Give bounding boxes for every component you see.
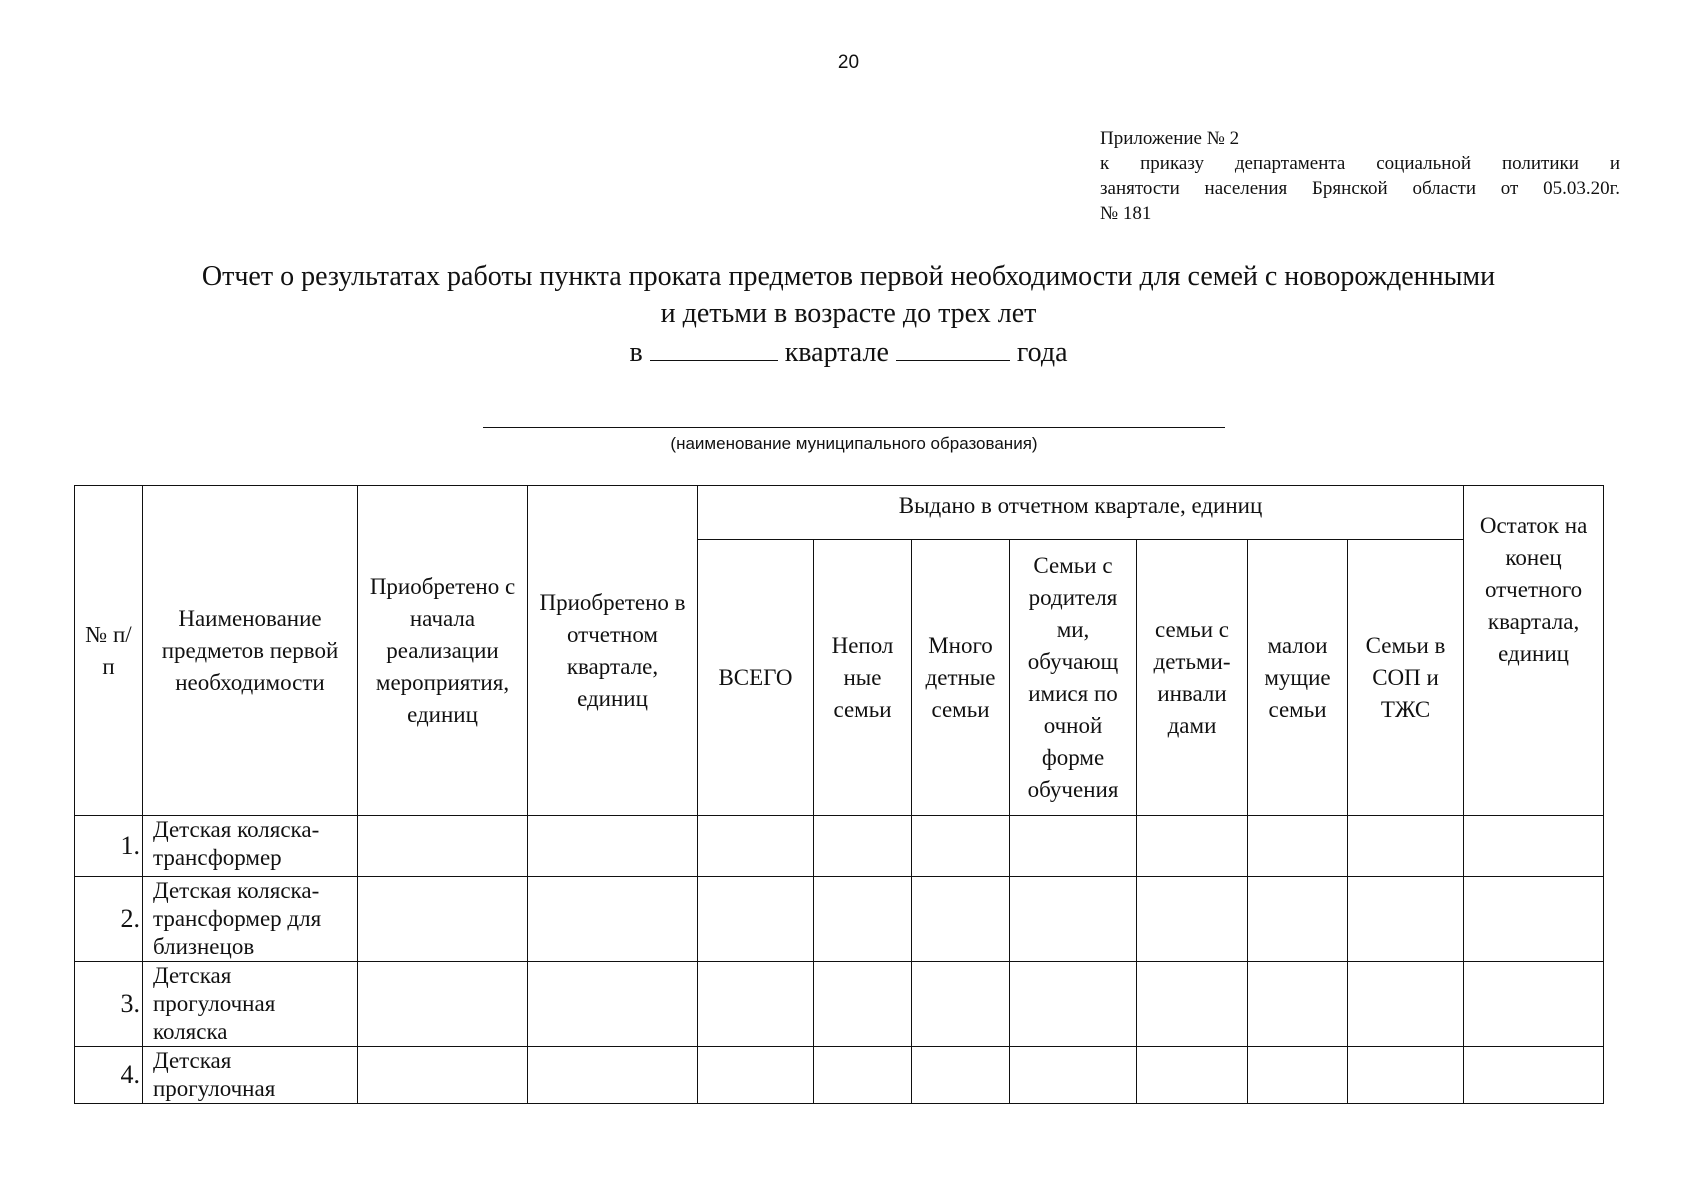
row-item-name: Детская прогулочная коляска bbox=[143, 962, 358, 1047]
table-row bbox=[75, 1047, 1604, 1104]
data-cell[interactable] bbox=[1137, 877, 1248, 962]
row-item-name: Детская коляска-трансформер для близнецов bbox=[143, 877, 358, 962]
data-cell[interactable] bbox=[1348, 816, 1464, 877]
row-number: 4. bbox=[75, 1047, 143, 1104]
data-cell[interactable] bbox=[698, 962, 814, 1047]
header-num: № п/п bbox=[75, 486, 143, 816]
header-acquired-quarter: Приобретено в отчетном квартале, единиц bbox=[528, 486, 698, 816]
header-issued-total: ВСЕГО bbox=[698, 540, 814, 816]
report-period-line bbox=[0, 332, 1697, 371]
data-cell[interactable] bbox=[1248, 877, 1348, 962]
data-cell[interactable] bbox=[698, 877, 814, 962]
annex-order-line: занятости населения Брянской области от 05.03.20г. bbox=[1100, 178, 1620, 199]
municipality-caption: (наименование муниципального образования) bbox=[670, 434, 1038, 453]
data-cell[interactable] bbox=[1248, 962, 1348, 1047]
row-number: 1. bbox=[75, 816, 143, 877]
header-single-parent: Непол ные семьи bbox=[814, 540, 912, 816]
table-row bbox=[75, 877, 1604, 962]
data-cell[interactable] bbox=[814, 962, 912, 1047]
data-cell[interactable] bbox=[1464, 962, 1604, 1047]
period-prefix: в bbox=[629, 337, 643, 368]
data-cell[interactable] bbox=[1137, 962, 1248, 1047]
annex-header bbox=[1100, 126, 1620, 226]
data-cell[interactable] bbox=[912, 877, 1010, 962]
header-remainder: Остаток на конец отчетного квартала, единиц bbox=[1464, 486, 1604, 816]
data-cell[interactable] bbox=[1248, 816, 1348, 877]
header-acquired-total: Приобретено с начала реализации мероприятия, единиц bbox=[358, 486, 528, 816]
data-cell[interactable] bbox=[698, 816, 814, 877]
report-title-line: Отчет о результатах работы пункта проката предметов первой необходимости для семей с новорожденными bbox=[201, 261, 1496, 292]
data-cell[interactable] bbox=[698, 1047, 814, 1104]
data-cell[interactable] bbox=[814, 816, 912, 877]
data-cell[interactable] bbox=[1464, 816, 1604, 877]
period-year-word: года bbox=[1016, 337, 1068, 368]
data-cell[interactable] bbox=[1010, 1047, 1137, 1104]
report-table bbox=[74, 485, 1604, 1104]
municipality-blank-line[interactable] bbox=[483, 427, 1225, 428]
data-cell[interactable] bbox=[1010, 816, 1137, 877]
quarter-blank-field[interactable] bbox=[650, 332, 778, 361]
data-cell[interactable] bbox=[1010, 877, 1137, 962]
period-quarter-word: квартале bbox=[784, 337, 889, 368]
data-cell[interactable] bbox=[528, 1047, 698, 1104]
data-cell[interactable] bbox=[814, 877, 912, 962]
data-cell[interactable] bbox=[528, 816, 698, 877]
data-cell[interactable] bbox=[1137, 816, 1248, 877]
header-student-parents: Семьи с родителя ми, обучающ имися по очной форме обучения bbox=[1010, 540, 1137, 816]
data-cell[interactable] bbox=[1248, 1047, 1348, 1104]
row-number: 2. bbox=[75, 877, 143, 962]
data-cell[interactable] bbox=[528, 877, 698, 962]
annex-order-number: № 181 bbox=[1100, 203, 1152, 224]
data-cell[interactable] bbox=[912, 816, 1010, 877]
data-cell[interactable] bbox=[358, 816, 528, 877]
data-cell[interactable] bbox=[1464, 1047, 1604, 1104]
header-disabled-children: семьи с детьми-инвали дами bbox=[1137, 540, 1248, 816]
row-number: 3. bbox=[75, 962, 143, 1047]
data-cell[interactable] bbox=[814, 1047, 912, 1104]
header-item-name: Наименование предметов первой необходимости bbox=[143, 486, 358, 816]
report-title bbox=[0, 258, 1697, 371]
annex-order-line: к приказу департамента социальной политики и bbox=[1100, 153, 1620, 174]
data-cell[interactable] bbox=[1348, 962, 1464, 1047]
header-large-families: Много детные семьи bbox=[912, 540, 1010, 816]
year-blank-field[interactable] bbox=[896, 332, 1010, 361]
data-cell[interactable] bbox=[1348, 877, 1464, 962]
header-sop-tzhs: Семьи в СОП и ТЖС bbox=[1348, 540, 1464, 816]
data-cell[interactable] bbox=[912, 1047, 1010, 1104]
data-cell[interactable] bbox=[528, 962, 698, 1047]
data-cell[interactable] bbox=[358, 1047, 528, 1104]
data-cell[interactable] bbox=[912, 962, 1010, 1047]
annex-title: Приложение № 2 bbox=[1100, 128, 1240, 149]
data-cell[interactable] bbox=[1137, 1047, 1248, 1104]
report-title-line: и детьми в возрасте до трех лет bbox=[660, 298, 1037, 329]
header-low-income: малои мущие семьи bbox=[1248, 540, 1348, 816]
row-item-name: Детская прогулочная bbox=[143, 1047, 358, 1104]
data-cell[interactable] bbox=[358, 877, 528, 962]
data-cell[interactable] bbox=[1010, 962, 1137, 1047]
data-cell[interactable] bbox=[1348, 1047, 1464, 1104]
page-number: 20 bbox=[837, 52, 860, 73]
table-row bbox=[75, 816, 1604, 877]
header-issued-group: Выдано в отчетном квартале, единиц bbox=[698, 486, 1464, 540]
data-cell[interactable] bbox=[358, 962, 528, 1047]
row-item-name: Детская коляска-трансформер bbox=[143, 816, 358, 877]
data-cell[interactable] bbox=[1464, 877, 1604, 962]
table-row bbox=[75, 962, 1604, 1047]
